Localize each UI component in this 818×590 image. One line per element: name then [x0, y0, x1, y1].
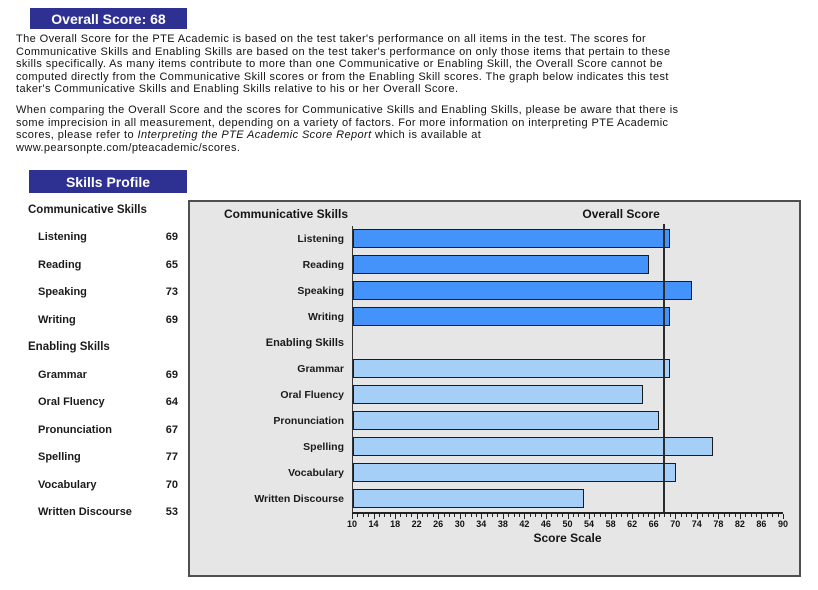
axis-tick-label: 38 [497, 519, 508, 529]
skills-group-header-label: Enabling Skills [28, 341, 110, 354]
axis-tick-label: 90 [777, 519, 789, 529]
axis-tick [471, 514, 472, 517]
axis-tick [492, 514, 493, 517]
chart-rows [190, 226, 799, 512]
skill-score: 73 [165, 286, 178, 299]
bar-pronunciation [353, 411, 659, 430]
chart-row-plot [352, 278, 783, 304]
axis-tick [562, 514, 563, 517]
axis-tick-label: 62 [627, 519, 638, 529]
skill-score: 64 [165, 396, 178, 409]
chart-group-row-enabling-skills [190, 330, 799, 356]
axis-tick [573, 514, 574, 517]
axis-tick [363, 514, 364, 517]
skill-score: 69 [165, 368, 178, 381]
axis-tick [751, 514, 752, 517]
skill-label: Oral Fluency [38, 396, 105, 409]
skill-label: Vocabulary [38, 478, 97, 491]
axis-tick [406, 514, 407, 517]
paragraph-line: scores, please refer to [16, 129, 138, 141]
axis-tick [713, 514, 714, 517]
skills-score-list [28, 196, 178, 526]
axis-tick [756, 514, 757, 517]
axis-tick [454, 514, 455, 517]
axis-tick [379, 514, 380, 517]
axis-tick [427, 514, 428, 517]
axis-tick [643, 514, 644, 517]
axis-tick-label: 70 [670, 519, 681, 529]
chart-row-label: Listening [297, 233, 344, 245]
axis-tick [514, 514, 515, 517]
skill-label: Spelling [38, 451, 81, 464]
skill-label: Reading [38, 258, 82, 271]
chart-row-plot [352, 356, 783, 382]
chart-row-speaking [190, 278, 799, 304]
skill-label: Pronunciation [38, 423, 112, 436]
scores-url: www.pearsonpte.com/pteacademic/scores. [16, 141, 241, 154]
chart-row-plot [352, 460, 783, 486]
paragraph-line: some imprecision in all measurement, depending on a variety of factors. For more information on interpreting PTE Academic [16, 116, 669, 129]
axis-tick [368, 514, 369, 517]
axis-tick [541, 514, 542, 517]
axis-tick [638, 514, 639, 517]
bar-grammar [353, 359, 670, 378]
axis-tick [508, 514, 509, 517]
chart-row-written-discourse [190, 486, 799, 512]
bar-reading [353, 255, 649, 274]
axis-tick [390, 514, 391, 517]
chart-row-pronunciation [190, 408, 799, 434]
skill-row-oral-fluency [28, 389, 178, 417]
chart-row-label: Writing [308, 311, 344, 323]
score-axis [346, 512, 789, 530]
axis-tick [433, 514, 434, 517]
axis-tick-label: 42 [519, 519, 530, 529]
skill-score: 69 [165, 313, 178, 326]
chart-row-plot [352, 486, 783, 512]
axis-tick-label: 74 [691, 519, 702, 529]
paragraph-line: computed directly from the Communicative Skill scores or from the Enabling Skill scores. The graph below indicates this test [16, 70, 669, 83]
overall-score-line [663, 224, 665, 513]
skill-label: Speaking [38, 286, 87, 299]
overall-score-banner [30, 8, 187, 29]
chart-row-label: Written Discourse [254, 493, 344, 505]
axis-tick-label: 78 [713, 519, 724, 529]
skill-label: Written Discourse [38, 506, 132, 519]
bar-spelling [353, 437, 713, 456]
chart-row-label: Vocabulary [288, 467, 344, 479]
axis-tick [735, 514, 736, 517]
skill-row-writing [28, 306, 178, 334]
chart-row-writing [190, 304, 799, 330]
axis-tick-label: 46 [540, 519, 551, 529]
skill-score: 53 [165, 506, 178, 519]
axis-tick [465, 514, 466, 517]
axis-tick [772, 514, 773, 517]
axis-tick [664, 514, 665, 517]
chart-row-grammar [190, 356, 799, 382]
bar-vocabulary [353, 463, 676, 482]
paragraph-line: which is available at [371, 129, 482, 141]
skill-score: 77 [165, 451, 178, 464]
chart-row-plot [352, 434, 783, 460]
skill-row-speaking [28, 279, 178, 307]
chart-row-plot [352, 226, 783, 252]
axis-tick [605, 514, 606, 517]
axis-tick [778, 514, 779, 517]
chart-row-label: Grammar [297, 363, 344, 375]
paragraph-line: The Overall Score for the PTE Academic is based on the test taker's performance on all items in the test. The scores for [16, 33, 647, 45]
axis-tick [681, 514, 682, 517]
chart-row-label: Oral Fluency [280, 389, 344, 401]
axis-tick [729, 514, 730, 517]
paragraph-line: taker's Communicative Skills and Enabling Skills relative to his or her Overall Score. [16, 83, 459, 95]
axis-tick-label: 10 [346, 519, 358, 529]
axis-tick-label: 30 [454, 519, 465, 529]
chart-row-plot [352, 382, 783, 408]
chart-row-label: Pronunciation [273, 415, 344, 427]
axis-tick [724, 514, 725, 517]
axis-tick-label: 50 [562, 519, 573, 529]
chart-row-label: Reading [302, 259, 344, 271]
axis-tick-label: 26 [433, 519, 444, 529]
bar-listening [353, 229, 670, 248]
chart-row-listening [190, 226, 799, 252]
chart-row-plot [352, 304, 783, 330]
axis-tick [519, 514, 520, 517]
overall-score-banner-label: Overall Score: 68 [51, 10, 166, 27]
skill-row-written-discourse [28, 499, 178, 527]
chart-row-plot [352, 252, 783, 278]
chart-row-vocabulary [190, 460, 799, 486]
axis-tick-label: 66 [648, 519, 659, 529]
axis-tick [708, 514, 709, 517]
chart-row-spelling [190, 434, 799, 460]
axis-tick-label: 82 [734, 519, 745, 529]
axis-tick [411, 514, 412, 517]
axis-tick [497, 514, 498, 517]
bar-oral-fluency [353, 385, 643, 404]
skill-row-pronunciation [28, 416, 178, 444]
axis-tick [384, 514, 385, 517]
axis-tick [686, 514, 687, 517]
skill-score: 65 [165, 258, 178, 271]
axis-tick [584, 514, 585, 517]
axis-tick [400, 514, 401, 517]
skill-label: Writing [38, 313, 76, 326]
axis-tick [659, 514, 660, 517]
chart-row-oral-fluency [190, 382, 799, 408]
axis-tick-label: 34 [476, 519, 487, 529]
axis-tick [357, 514, 358, 517]
skill-label: Listening [38, 231, 87, 244]
axis-tick-label: 54 [584, 519, 595, 529]
axis-tick [767, 514, 768, 517]
chart-row-label: Spelling [303, 441, 344, 453]
paragraph-line: Communicative Skills and Enabling Skills are based on the test taker's performance on only those items that pertain to these [16, 45, 671, 58]
skill-row-spelling [28, 444, 178, 472]
axis-tick [551, 514, 552, 517]
skills-profile-banner-label: Skills Profile [65, 173, 151, 190]
axis-tick [476, 514, 477, 517]
axis-tick [745, 514, 746, 517]
score-interpretation-note [16, 104, 808, 154]
axis-tick [594, 514, 595, 517]
axis-tick [621, 514, 622, 517]
overall-score-description [16, 33, 808, 96]
chart-row-plot [352, 408, 783, 434]
axis-tick [670, 514, 671, 517]
chart-row-plot [352, 330, 783, 356]
bar-writing [353, 307, 670, 326]
axis-tick [616, 514, 617, 517]
axis-tick-label: 14 [368, 519, 379, 529]
skills-group-header-communicative-skills [28, 196, 178, 224]
axis-tick [702, 514, 703, 517]
axis-tick-label: 86 [756, 519, 767, 529]
axis-tick [627, 514, 628, 517]
skills-group-header-enabling-skills [28, 334, 178, 362]
chart-communicative-header: Communicative Skills [223, 207, 348, 221]
skill-label: Grammar [38, 368, 87, 381]
axis-tick [487, 514, 488, 517]
paragraph-line: skills specifically. As many items contribute to more than one Communicative or Enabling Skill, the Overall Score cannot be [16, 58, 663, 70]
skill-row-grammar [28, 361, 178, 389]
axis-tick [691, 514, 692, 517]
axis-tick [557, 514, 558, 517]
axis-tick-label: 18 [390, 519, 401, 529]
skill-row-reading [28, 251, 178, 279]
score-scale-label: Score Scale [533, 531, 602, 545]
skills-profile-banner [29, 170, 187, 193]
skills-profile-chart [188, 200, 801, 577]
axis-tick [449, 514, 450, 517]
paragraph-line: When comparing the Overall Score and the scores for Communicative Skills and Enabling Skills, please be aware that there is [16, 104, 679, 116]
chart-header-row [190, 207, 799, 225]
axis-tick [444, 514, 445, 517]
skill-row-vocabulary [28, 471, 178, 499]
axis-tick-label: 22 [411, 519, 422, 529]
chart-overall-score-label: Overall Score [582, 207, 660, 221]
report-title-italic: Interpreting the PTE Academic Score Report [137, 129, 372, 141]
skills-group-header-label: Communicative Skills [28, 203, 147, 216]
skill-score: 67 [165, 423, 178, 436]
axis-tick [648, 514, 649, 517]
skill-row-listening [28, 224, 178, 252]
bar-written-discourse [353, 489, 584, 508]
skill-score: 70 [165, 478, 178, 491]
axis-tick [578, 514, 579, 517]
axis-tick [600, 514, 601, 517]
axis-tick [530, 514, 531, 517]
chart-row-label: Enabling Skills [265, 337, 344, 349]
chart-row-reading [190, 252, 799, 278]
axis-tick-label: 58 [605, 519, 616, 529]
skill-score: 69 [165, 231, 178, 244]
axis-tick [535, 514, 536, 517]
bar-speaking [353, 281, 692, 300]
axis-tick [422, 514, 423, 517]
chart-row-label: Speaking [297, 285, 344, 297]
